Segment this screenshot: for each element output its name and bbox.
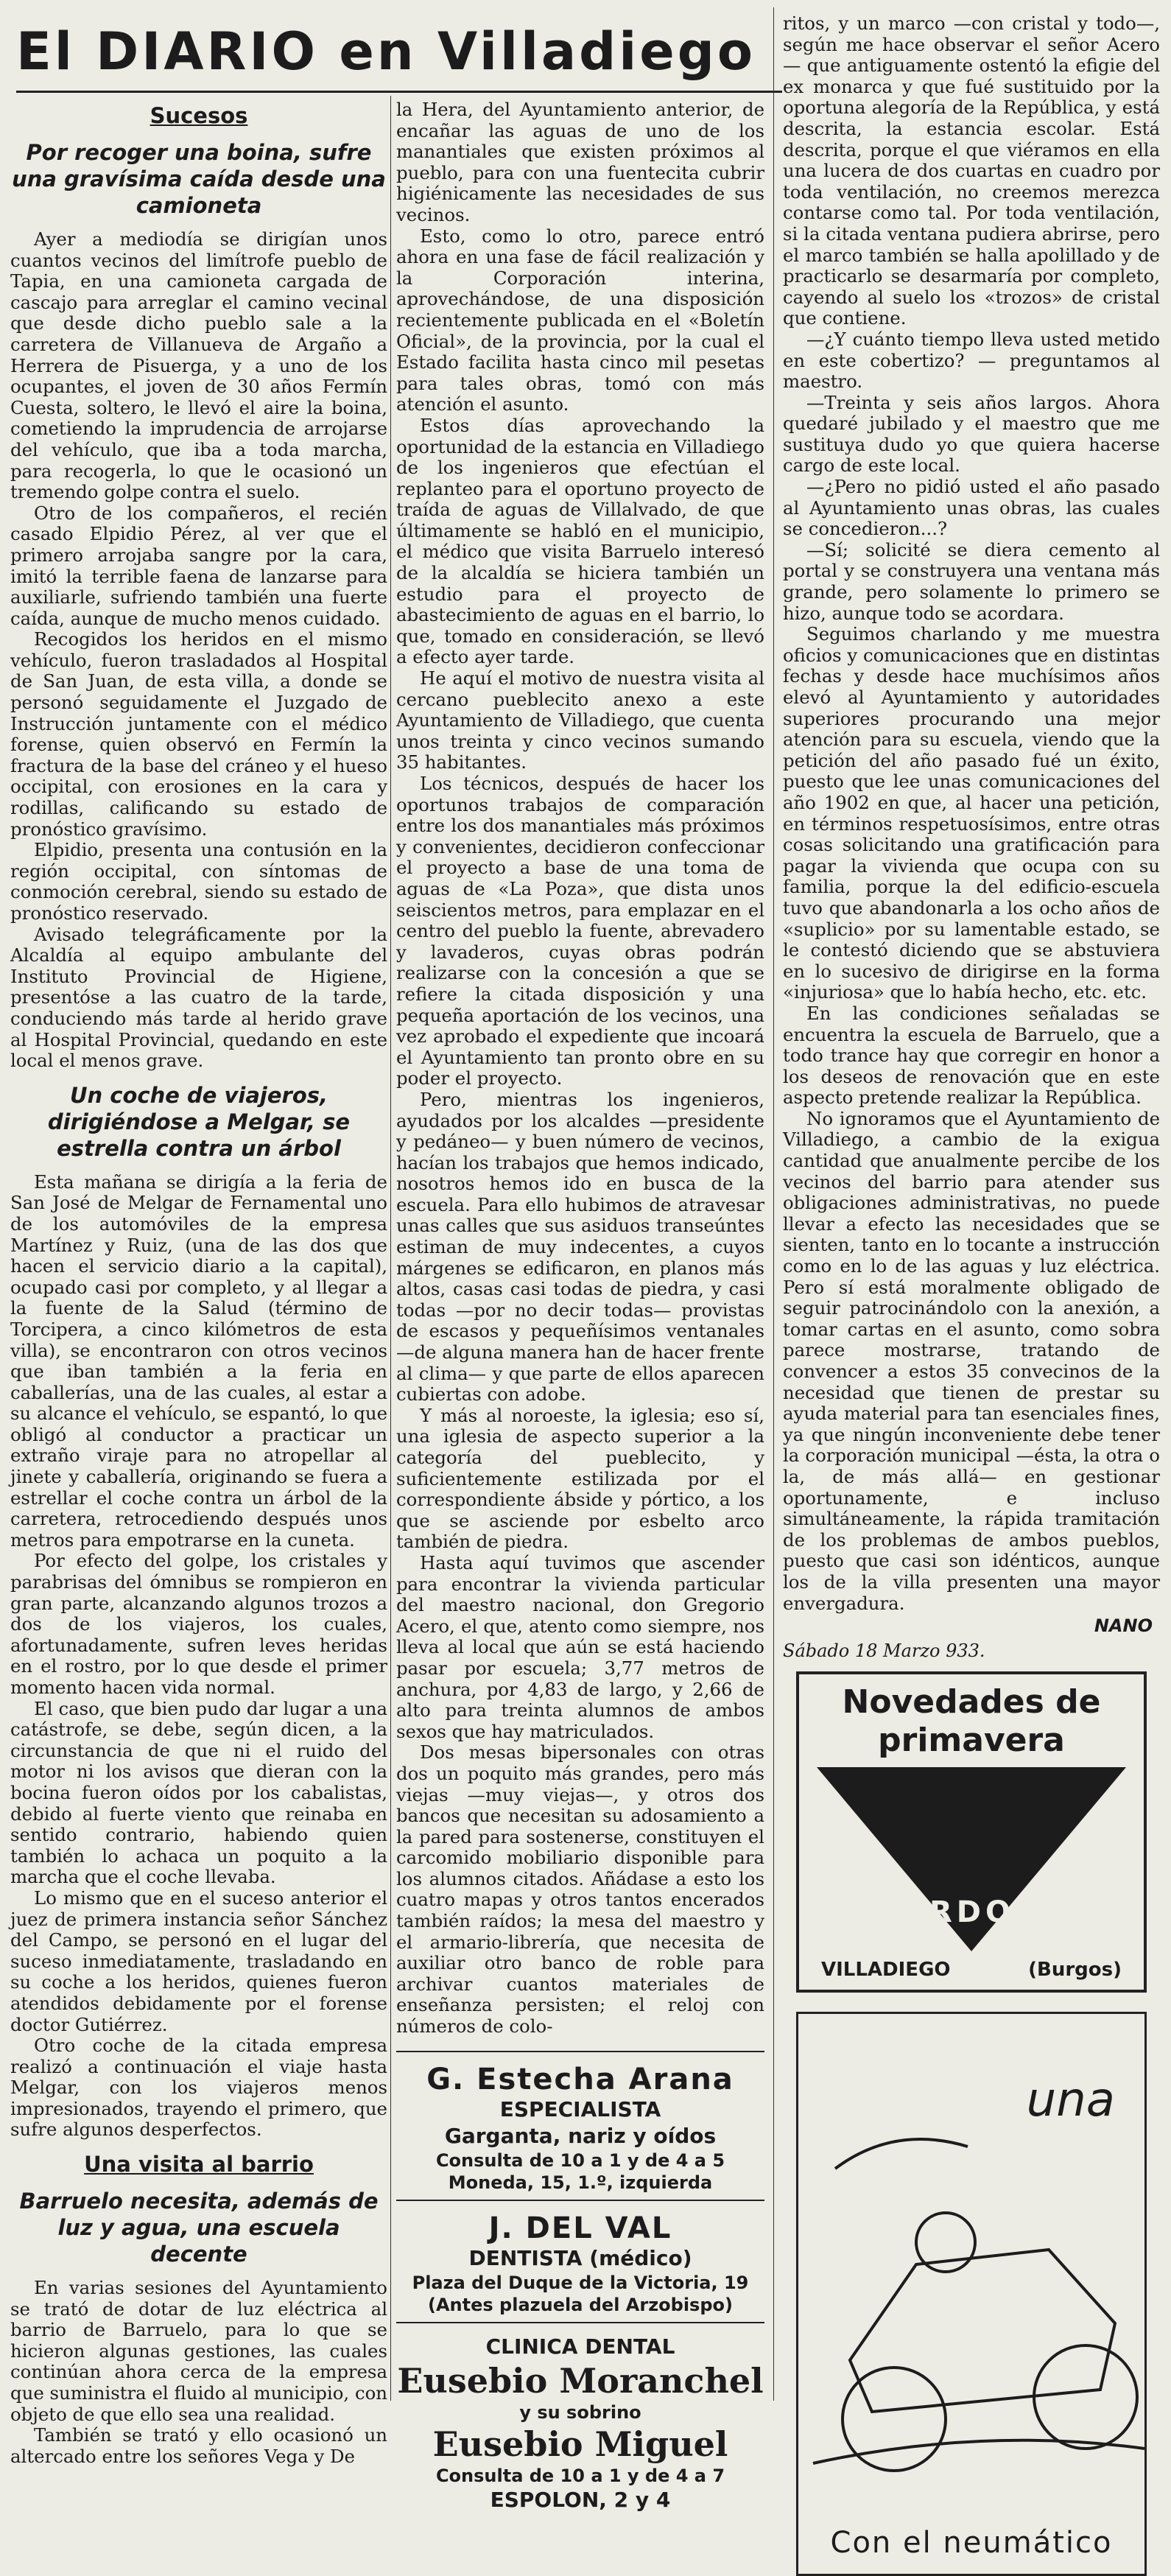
column-divider: [390, 96, 391, 2401]
story3-headline: Una visita al barrio: [84, 2152, 314, 2177]
ad-delval-name: J. DEL VAL: [488, 2211, 672, 2245]
ad-cordoba-town: VILLADIEGO: [821, 1959, 951, 1982]
ad-delval-address: Plaza del Duque de la Victoria, 19: [412, 2272, 749, 2293]
paragraph: Otro coche de la citada empresa realizó a continuación el viaje hasta Melgar, con los viajeros menos impresionados, trayendo el primero, que sufre algunos desperfectos.: [10, 2035, 387, 2141]
ad-michelin-tagline: Con el neumático: [830, 2526, 1113, 2561]
story1-body: [10, 229, 387, 1072]
paragraph: Recogidos los heridos en el mismo vehículo, fueron trasladados al Hospital de San Juan, de esta villa, a donde se personó seguidamente el Juzgado de Instrucción juntamente con el médico forense, quien observó en Fermín la fractura de la base del cráneo y el hueso occipital, con erosiones en la cara y rodillas, calificando su estado de pronóstico gravísimo.: [10, 628, 387, 840]
ad-michelin-word: una: [1026, 2073, 1115, 2128]
paragraph: He aquí el motivo de nuestra visita al cercano pueblecito anexo a este Ayuntamiento de Villadiego, que cuenta unos treinta y cinco vecinos sumando 35 habitantes.: [396, 667, 764, 773]
car-illustration: [806, 2080, 1152, 2493]
paragraph: Esta mañana se dirigía a la feria de San José de Melgar de Fernamental uno de los automóviles de la empresa Martínez y Ruiz, (una de las dos que hacen el servicio diario a la capital), ocupado casi por completo, y al llegar a la fuente de la Salud (término de Torcipera, a cinco kilómetros de esta villa), se encontraron con otros vecinos que iban también a la feria en caballerías, una de las cuales, al estar a su alcance el vehículo, se espantó, lo que obligó al conductor a practicar un extraño viraje para no atropellar al jinete y caballería, originando se fuera a estrellar el coche contra un árbol de la carretera, retrocediendo después unos metros para empotrarse en la cuneta.: [10, 1171, 387, 1551]
story3-body-col2: [396, 99, 764, 2038]
paragraph: Avisado telegráficamente por la Alcaldía al equipo ambulante del Instituto Provincial de Higiene, presentóse a las cuatro de la tarde, conduciendo más tarde al herido grave al Hospital Provincial, quedando en este local el menos grave.: [10, 923, 387, 1072]
ad-delval-role: DENTISTA (médico): [468, 2245, 692, 2270]
paragraph: Por efecto del golpe, los cristales y parabrisas del ómnibus se rompieron en gran parte, alcanzando algunos trozos a dos de los viajeros, los cuales, afortunadamente, sufren leves heridas en el rostro, por lo que desde el primer momento hacen vida normal.: [10, 1550, 387, 1698]
story3-subhead: Barruelo necesita, además de luz y agua, una escuela decente: [19, 2189, 379, 2267]
ad-michelin: [796, 2012, 1147, 2576]
ad-estecha-hours: Consulta de 10 a 1 y de 4 a 5: [435, 2149, 725, 2171]
paragraph: Pero, mientras los ingenieros, ayudados por los alcaldes —presidente y pedáneo— y buen número de vecinos, hacían los trabajos que hemos indicado, nosotros hemos ido en busca de la escuela. Para ello hubimos de atravesar unas calles que sus asiduos transeúntes estiman de muy indecentes, a cuyos márgenes se edificaron, en planos más altos, casas casi todas de piedra, y casi todas —por no decir todas— provistas de escasos y pequeñísimos ventanales —de alguna manera han de hacer frente al clima— y que parte de ellos aparecen cubiertas con adobe.: [396, 1088, 764, 1405]
paragraph: Esto, como lo otro, parece entró ahora en una fase de fácil realización y la Corporación interina, aprovechándose, de una disposición recientemente publicada en el «Boletín Oficial», de la provincia, por la cual el Estado facilita hasta cinco mil pesetas para tales obras, tomó con más atención el asunto.: [396, 225, 764, 415]
column-1: [10, 99, 387, 2467]
car-body: [850, 2250, 1115, 2412]
paragraph: —Treinta y seis años largos. Ahora quedaré jubilado y el maestro que me sustituya dudo yo que quiera hacerse cargo de este local.: [783, 391, 1160, 477]
paragraph: Estos días aprovechando la oportunidad de la estancia en Villadiego de los ingenieros que efectúan el replanteo para el oportuno proyecto de traída de aguas de Villalvado, de que últimamente se habló en el municipio, el médico que visita Barruelo interesó de la alcaldía se hiciera también un estudio para el proyecto de abastecimiento de aguas en el barrio, lo que, tomado en consideración, se llevó a efecto ayer tarde.: [396, 414, 764, 668]
ad-delval: [396, 2200, 764, 2322]
story3-body-col3: [783, 13, 1160, 1614]
story2-body: [10, 1172, 387, 2141]
paragraph: También se trató y ello ocasionó un altercado entre los señores Vega y De: [10, 2424, 387, 2467]
paragraph: En las condiciones señaladas se encuentra la escuela de Barruelo, que a todo trance hay que corregir en honor a los deseos de renovación que en este aspecto pretende realizar la República.: [783, 1002, 1160, 1109]
paragraph: ritos, y un marco —con cristal y todo—, según me hace observar el señor Acero— que antiguamente ostentó la efigie del ex monarca y que fué sustituido por la oportuna alegoría de la República, y está descrita, la estancia escolar. Está descrita, porque el que viéramos en ella una lucera de dos cuartas en cuadro por toda ventilación, no creemos merezca contarse como tal. Por toda ventilación, si la citada ventana pudiera abrirse, pero el marco también se halla apolillado y de practicarlo se desarmaría por completo, cayendo al suelo los «trozos» de cristal que contiene.: [783, 13, 1160, 329]
ad-cordoba-title: Novedades de primavera: [842, 1683, 1101, 1760]
paragraph: Otro de los compañeros, el recién casado Elpidio Pérez, al ver que el primero arrojaba sangre por la cara, imitó la terrible faena de lanzarse para auxiliarle, sufriendo también una fuerte caída, aunque de mucho menos cuidado.: [10, 502, 387, 629]
masthead-title: El DIARIO en Villadiego: [16, 21, 756, 82]
motion-line: [835, 2139, 968, 2169]
column-divider: [773, 7, 774, 2401]
ad-estecha: [396, 2051, 764, 2200]
ad-cordoba-footer: [806, 1959, 1136, 1981]
car-wheel: [1034, 2345, 1137, 2449]
ad-cordoba: [796, 1671, 1147, 1993]
paragraph: —¿Y cuánto tiempo lleva usted metido en este cobertizo? — preguntamos al maestro.: [783, 328, 1160, 393]
story3-body-col1: [10, 2278, 387, 2467]
ad-clinica: [396, 2322, 764, 2519]
ad-estecha-role: ESPECIALISTA: [499, 2096, 661, 2121]
ad-estecha-name: G. Estecha Arana: [426, 2062, 734, 2096]
masthead: [16, 15, 782, 96]
ad-clinica-address: ESPOLON, 2 y 4: [490, 2487, 671, 2512]
paragraph: En varias sesiones del Ayuntamiento se trató de dotar de luz eléctrica al barrio de Barruelo, para lo que se hicieron algunas gestiones, las cuales continúan ahora cerca de la empresa que suministra el fluido al municipio, con objeto de que ello sea una realidad.: [10, 2277, 387, 2425]
paragraph: Dos mesas bipersonales con otras dos un poquito más grandes, pero más viejas —muy viejas—, y otros dos bancos que necesitan su adosamiento a la pared para sostenerse, constituyen el carcomido mobiliario disponible para los alumnos citados. Añádase a esto los cuatro mapas y otros tantos encerados también raídos; la mesa del maestro y el armario-librería, que necesita de auxiliar otro banco de roble para archivar cuantos materiales de enseñanza persisten; el reloj con números de colo-: [396, 1741, 764, 2038]
paragraph: —¿Pero no pidió usted el año pasado al Ayuntamiento unas obras, las cuales se concedieron...?: [783, 476, 1160, 540]
driver-figure: [916, 2213, 975, 2272]
story2-headline: Un coche de viajeros, dirigiéndose a Melgar, se estrella contra un árbol: [47, 1082, 351, 1161]
paragraph: Seguimos charlando y me muestra oficios y comunicaciones que en distintas fechas y desde hace muchísimos años elevó al Ayuntamiento y autoridades superiores procurando una mejor atención para su escuela, viendo que la petición del año pasado fué un éxito, puesto que lee unas comunicaciones del año 1902 en que, al hacer una petición, en términos respetuosísimos, entre otras cosas solicitando una gratificación para pagar la vivienda que ocupa con su familia, porque la del edificio-escuela tuvo que abandonarla a los ocho años de «suplicio» por su lamentable estado, se le contestó diciendo que se abstuviera en lo sucesivo de dirigirse en la forma «injuriosa» que lo había hecho, etc. etc.: [783, 623, 1160, 1003]
ad-clinica-hours: Consulta de 10 a 1 y de 4 a 7: [435, 2465, 725, 2486]
paragraph: Y más al noroeste, la iglesia; eso sí, una iglesia de aspecto superior a la categoría del pueblecito, y suficientemente estilizada por el correspondiente ábside y pórtico, a los que se asciende por esbelto arco también de piedra.: [396, 1404, 764, 1553]
ad-estecha-specialty: Garganta, nariz y oídos: [444, 2123, 717, 2148]
ad-clinica-name: Eusebio Moranchel: [397, 2360, 764, 2401]
paragraph: Elpidio, presenta una contusión en la región occipital, con síntomas de conmoción cerebral, siendo su estado de pronóstico reservado.: [10, 839, 387, 924]
paragraph: Hasta aquí tuvimos que ascender para encontrar la vivienda particular del maestro nacional, don Gregorio Acero, el que, atento como siempre, nos lleva al local que aún se está haciendo pasar por escuela; 3,77 metros de anchura, por 4,83 de largo, y 2,66 de alto para treinta alumnos de ambos sexos que hay matriculados.: [396, 1551, 764, 1742]
column-2: [396, 99, 764, 2519]
ad-delval-note: (Antes plazuela del Arzobispo): [428, 2294, 733, 2315]
paragraph: El caso, que bien pudo dar lugar a una catástrofe, se debe, según dicen, a la circunstancia de que ni el ruido del motor ni los avisos que dieran con la bocina fueron oídos por los cabalistas, debido al fuerte viento que reinaba en sentido contrario, habiendo quien también lo achaca un poquito a la marcha que el coche llevaba.: [10, 1697, 387, 1888]
paragraph: Lo mismo que en el suceso anterior el juez de primera instancia señor Sánchez del Campo, se personó en el lugar del suceso inmediatamente, trasladando en su coche a los heridos, quienes fueron atendidos debidamente por el forense doctor Gutiérrez.: [10, 1887, 387, 2035]
ad-cordoba-brand: CORDOBA: [873, 1895, 1069, 1930]
dateline: Sábado 18 Marzo 933.: [783, 1640, 985, 1662]
paragraph: —Sí; solicité se diera cemento al portal y se construyera una ventana más grande, pero solamente lo primero se hizo, aunque todo se acordara.: [783, 538, 1160, 624]
section-title: Sucesos: [150, 103, 248, 128]
paragraph: la Hera, del Ayuntamiento anterior, de encañar las aguas de uno de los manantiales que existen próximos al pueblo, para con una fuentecita cubrir higiénicamente las necesidades de sus vecinos.: [396, 99, 764, 225]
ad-estecha-address: Moneda, 15, 1.º, izquierda: [448, 2172, 713, 2193]
ad-clinica-title: CLINICA DENTAL: [485, 2334, 675, 2359]
paragraph: No ignoramos que el Ayuntamiento de Villadiego, a cambio de la exigua cantidad que anualmente percibe de los vecinos del barrio para atender sus obligaciones administrativas, no puede llevar a efecto las necesidades que se sienten, tanto en lo tocante a instrucción como en lo de las aguas y luz eléctrica. Pero sí está moralmente obligado de seguir patrocinándolo con la anexión, a tomar cartas en el asunto, como sobra parece mostrarse, tratando de convencer a estos 35 convecinos de la necesidad que tienen de prestar su ayuda material para tan esenciales fines, ya que ningún inconveniente debe tener la corporación municipal —ésta, la otra o la, de más allá— en gestionar oportunamente, e incluso simultáneamente, la rápida tramitación de los problemas de ambos pueblos, puesto que casi son idénticos, aunque los de la villa presenten una mayor envergadura.: [783, 1107, 1160, 1614]
ad-clinica-sub: y su sobrino: [519, 2401, 641, 2423]
ad-clinica-name2: Eusebio Miguel: [432, 2424, 728, 2464]
masthead-rule: [16, 91, 782, 93]
ad-cordoba-province: (Burgos): [1028, 1959, 1122, 1982]
signature: NANO: [1094, 1615, 1153, 1637]
paragraph: Ayer a mediodía se dirigían unos cuantos vecinos del limítrofe pueblo de Tapia, en una camioneta cargada de cascajo para arreglar el camino vecinal que desde dicho pueblo sale a la carretera de Villanueva de Argaño a Herrera de Pisuerga, y a uno de los ocupantes, el joven de 30 años Fermín Cuesta, soltero, le llevó el aire la boina, cometiendo la imprudencia de arrojarse del vehículo, que iba a toda marcha, para recogerla, lo que le ocasionó un tremendo golpe contra el suelo.: [10, 228, 387, 503]
column-3: [783, 13, 1160, 2576]
paragraph: Los técnicos, después de hacer los oportunos trabajos de comparación entre los dos manantiales más próximos y convenientes, decidieron confeccionar el proyecto a base de una toma de aguas de «La Poza», que dista unos seiscientos metros, para emplazar en el centro del pueblo la fuente, abrevadero y lavaderos, cuyas obras podrán realizarse con la concesión a que se refiere la citada disposición y una pequeña aportación de los vecinos, una vez aprobado el expediente que incoará el Ayuntamiento tan pronto obre en su poder el proyecto.: [396, 773, 764, 1089]
story1-headline: Por recoger una boina, sufre una gravísima caída desde una camioneta: [12, 140, 386, 218]
